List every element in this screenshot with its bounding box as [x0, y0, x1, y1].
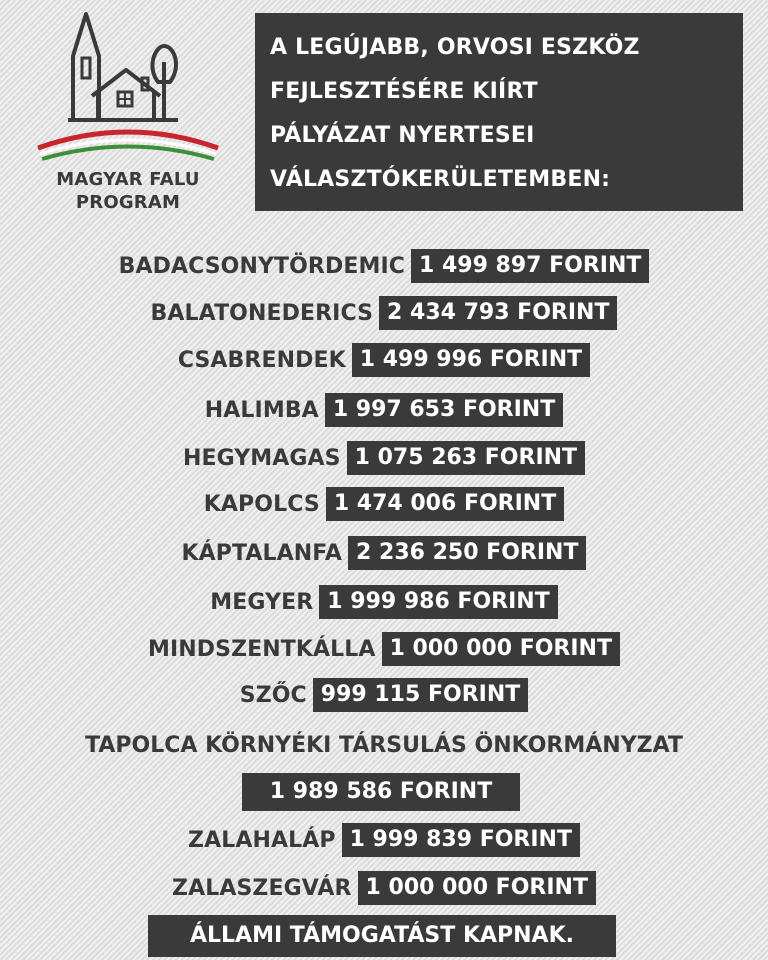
headline-box — [255, 13, 743, 211]
winner-row — [0, 295, 768, 331]
winner-row — [0, 584, 768, 620]
grant-amount: 1 997 653 FORINT — [325, 393, 563, 427]
headline-line-1: A LEGÚJABB, ORVOSI ESZKÖZ — [270, 35, 640, 60]
winner-row — [0, 486, 768, 522]
magyar-falu-program-logo — [28, 8, 228, 218]
winner-row — [0, 392, 768, 428]
grant-amount: 999 115 FORINT — [313, 678, 528, 712]
place-name: BADACSONYTÖRDEMIC — [118, 253, 405, 279]
place-name: KAPOLCS — [203, 491, 320, 517]
place-name: SZŐC — [239, 682, 307, 708]
headline-line-3: PÁLYÁZAT NYERTESEI — [270, 123, 535, 148]
place-name: MINDSZENTKÁLLA — [148, 636, 376, 662]
logo-line-2: PROGRAM — [75, 192, 181, 213]
place-name: ZALASZEGVÁR — [172, 875, 352, 901]
place-name: HALIMBA — [204, 397, 319, 423]
grant-amount: 2 434 793 FORINT — [379, 296, 617, 330]
logo-text — [28, 168, 228, 214]
winner-row — [0, 342, 768, 378]
headline-line-4: VÁLASZTÓKERÜLETEMBEN: — [270, 167, 611, 192]
grant-amount: 1 999 986 FORINT — [319, 585, 557, 619]
winner-row — [0, 535, 768, 571]
winner-row — [0, 631, 768, 667]
grant-amount: 1 474 006 FORINT — [326, 487, 564, 521]
winner-row — [0, 248, 768, 284]
association-name: TAPOLCA KÖRNYÉKI TÁRSULÁS ÖNKORMÁNYZAT — [85, 733, 683, 758]
grant-amount: 1 499 996 FORINT — [352, 343, 590, 377]
grant-amount: 2 236 250 FORINT — [348, 536, 586, 570]
place-name: HEGYMAGAS — [182, 445, 341, 471]
headline-line-2: FEJLESZTÉSÉRE KIÍRT — [270, 79, 538, 104]
place-name: KÁPTALANFA — [181, 540, 343, 566]
logo-line-1: MAGYAR FALU — [56, 169, 200, 190]
winner-row — [0, 440, 768, 476]
grant-amount: 1 075 263 FORINT — [347, 441, 585, 475]
place-name: ZALAHALÁP — [188, 827, 336, 853]
winner-row — [0, 822, 768, 858]
grant-amount: 1 499 897 FORINT — [411, 249, 649, 283]
place-name: BALATONEDERICS — [150, 300, 374, 326]
village-church-icon — [28, 8, 228, 168]
winner-row — [0, 677, 768, 713]
association-amount: 1 989 586 FORINT — [242, 773, 520, 811]
footer-banner: ÁLLAMI TÁMOGATÁST KAPNAK. — [148, 915, 616, 957]
place-name: CSABRENDEK — [177, 347, 346, 373]
place-name: MEGYER — [210, 589, 314, 615]
grant-amount: 1 000 000 FORINT — [358, 871, 596, 905]
grant-amount: 1 999 839 FORINT — [342, 823, 580, 857]
winner-row — [0, 870, 768, 906]
grant-amount: 1 000 000 FORINT — [382, 632, 620, 666]
